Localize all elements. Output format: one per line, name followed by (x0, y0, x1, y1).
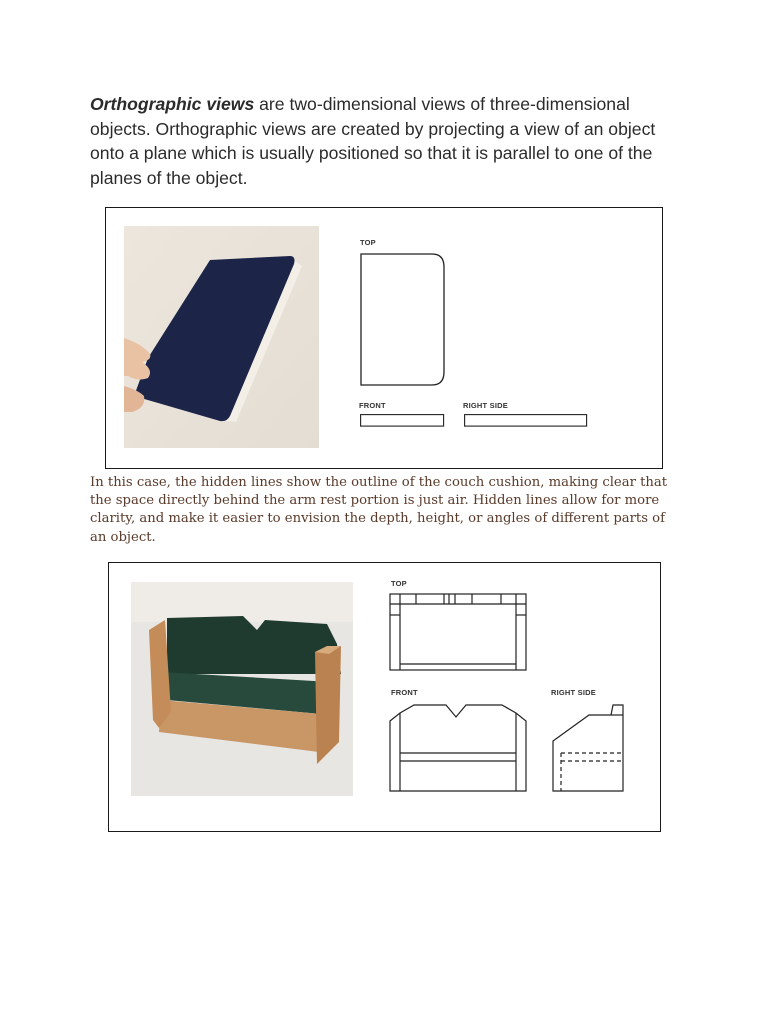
couch-photo (131, 582, 353, 796)
notebook-front-view (360, 414, 446, 428)
figure-notebook (105, 207, 663, 469)
notebook-photo (124, 226, 319, 448)
label-top: TOP (360, 238, 376, 247)
figure-couch (108, 562, 661, 832)
notebook-top-view (360, 253, 446, 387)
couch-right-side-view (551, 701, 631, 795)
notebook-right-side-view (464, 414, 590, 428)
label-front: FRONT (359, 401, 386, 410)
couch-label-top: TOP (391, 579, 407, 588)
caption-paragraph: In this case, the hidden lines show the outline of the couch cushion, making clear that the space directly behind the arm rest portion is just air. Hidden lines allow for more clarity, and make it easier to envision the depth, height, or angles of different parts of an object. (90, 475, 668, 545)
intro-term: Orthographic views (90, 94, 255, 114)
couch-label-front: FRONT (391, 688, 418, 697)
intro-paragraph (90, 92, 680, 190)
couch-top-view (389, 593, 529, 673)
couch-label-right-side: RIGHT SIDE (551, 688, 596, 697)
couch-front-view (389, 701, 529, 795)
intro-text: are two-dimensional views of three-dimensional objects. Orthographic views are created by projecting a view of an object onto a plane which is usually positioned so that it is parallel to one of the planes of the object. (90, 94, 656, 188)
label-right-side: RIGHT SIDE (463, 401, 508, 410)
